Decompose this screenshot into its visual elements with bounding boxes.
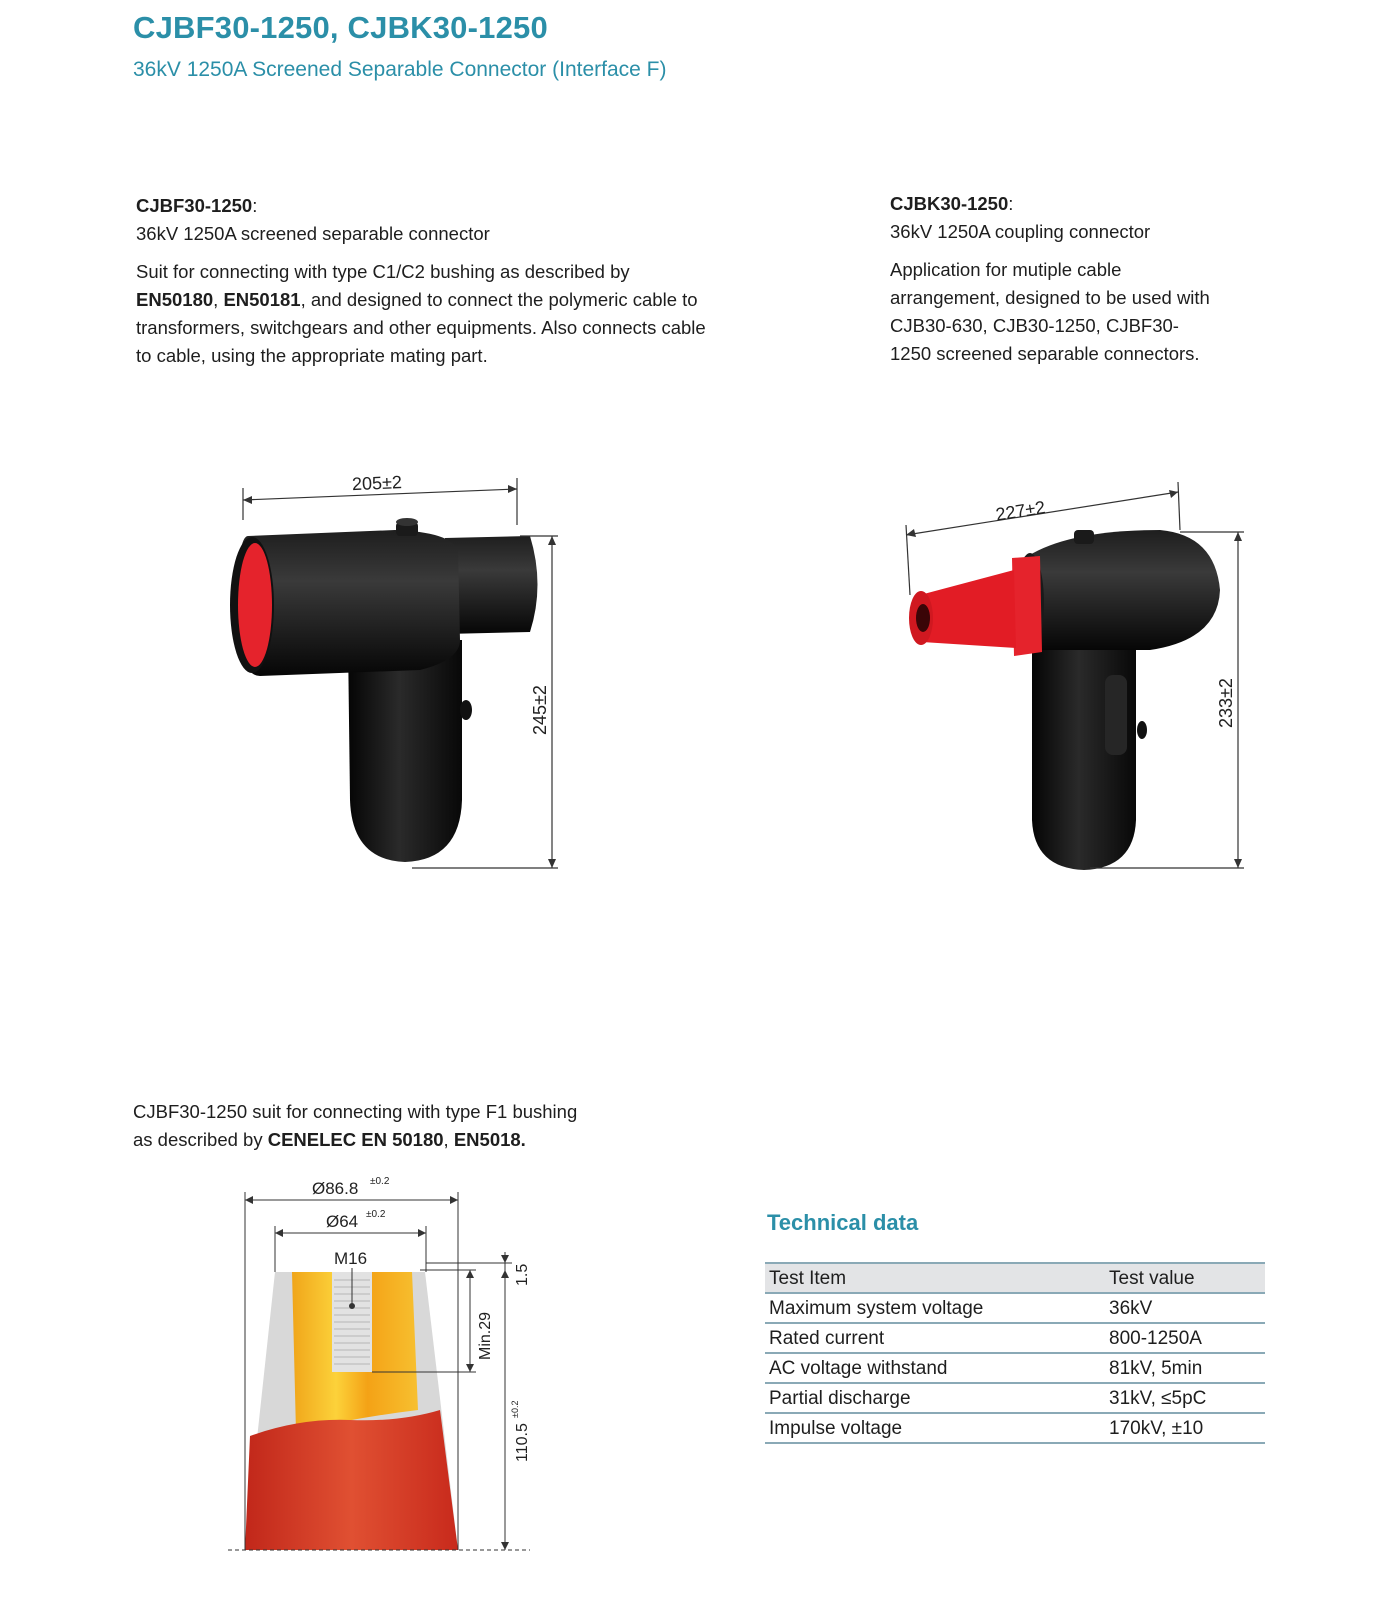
bushing-note	[133, 1098, 733, 1154]
page-title: CJBF30-1250, CJBK30-1250	[133, 10, 548, 45]
bushing-std-2: EN5018.	[453, 1129, 526, 1150]
dimension-height-label: 245±2	[530, 685, 550, 735]
label-plate	[1105, 675, 1127, 755]
table-row	[765, 1353, 1265, 1383]
table-row	[765, 1293, 1265, 1323]
right-product-name: CJBK30-1250	[890, 193, 1009, 214]
connector-leg-shape	[348, 640, 462, 862]
right-product-desc: 36kV 1250A coupling connector	[890, 221, 1151, 242]
left-para-line-2	[136, 286, 816, 314]
right-para-line-1: Application for mutiple cable	[890, 259, 1122, 280]
test-value-cell: 170kV, ±10	[1105, 1413, 1265, 1443]
inner-diameter-tolerance: ±0.2	[366, 1209, 386, 1220]
min-depth-label: Min.29	[477, 1311, 494, 1360]
cjbf-connector-figure	[0, 440, 700, 900]
test-item-cell: AC voltage withstand	[765, 1353, 1105, 1383]
table-row	[765, 1413, 1265, 1443]
left-product-description	[136, 192, 816, 370]
left-name-colon: :	[252, 195, 258, 216]
test-value-cell: 31kV, ≤5pC	[1105, 1383, 1265, 1413]
left-std-1: EN50180	[136, 289, 214, 310]
coupling-main-body	[1025, 530, 1220, 650]
table-row	[765, 1323, 1265, 1353]
bushing-std-sep: ,	[443, 1129, 454, 1150]
cjbk-connector-figure	[700, 440, 1400, 900]
left-std-2: EN50181	[223, 289, 301, 310]
test-item-cell: Maximum system voltage	[765, 1293, 1105, 1323]
right-para-line-3: CJB30-630, CJB30-1250, CJBF30-	[890, 315, 1179, 336]
test-item-cell: Partial discharge	[765, 1383, 1105, 1413]
test-value-cell: 81kV, 5min	[1105, 1353, 1265, 1383]
test-point-cap	[396, 518, 418, 526]
inner-diameter-label: Ø64	[326, 1212, 359, 1231]
coupling-side-lug	[1137, 721, 1147, 739]
red-collar	[1012, 556, 1042, 656]
left-std-sep: ,	[213, 289, 224, 310]
right-para-line-2: arrangement, designed to be used with	[890, 287, 1210, 308]
bushing-section-drawing	[200, 1170, 560, 1560]
technical-data-title: Technical data	[767, 1210, 919, 1235]
left-product-desc: 36kV 1250A screened separable connector	[136, 223, 490, 244]
right-para-line-4: 1250 screened separable connectors.	[890, 343, 1200, 364]
left-para-line-4: to cable, using the appropriate mating part.	[136, 345, 488, 366]
column-header-test-value: Test value	[1105, 1263, 1265, 1293]
coupling-test-point	[1074, 530, 1094, 544]
bushing-height-label: 110.5	[514, 1423, 531, 1462]
right-product-description	[890, 190, 1310, 368]
coupling-height-label: 233±2	[1216, 678, 1236, 728]
left-para-line-3: transformers, switchgears and other equipments. Also connects cable	[136, 317, 706, 338]
right-name-colon: :	[1008, 193, 1014, 214]
test-value-cell: 36kV	[1105, 1293, 1265, 1323]
bushing-std-1: CENELEC EN 50180	[267, 1129, 444, 1150]
technical-data-table	[765, 1262, 1265, 1444]
bushing-note-line-1: CJBF30-1250 suit for connecting with type F1 bushing	[133, 1101, 578, 1122]
left-para-line-2-rest: , and designed to connect the polymeric cable to	[300, 289, 698, 310]
test-item-cell: Rated current	[765, 1323, 1105, 1353]
coupling-width-label: 227±2	[994, 497, 1047, 525]
table-row	[765, 1383, 1265, 1413]
outer-diameter-label: Ø86.8	[312, 1179, 359, 1198]
table-header-row	[765, 1263, 1265, 1293]
cone-bore	[916, 604, 930, 632]
bushing-base	[245, 1410, 458, 1550]
page-subtitle: 36kV 1250A Screened Separable Connector (Interface F)	[133, 58, 667, 81]
bushing-height-tolerance: ±0.2	[510, 1400, 520, 1418]
dimension-width-label: 205±2	[351, 472, 403, 495]
test-value-cell: 800-1250A	[1105, 1323, 1265, 1353]
left-para-line-1: Suit for connecting with type C1/C2 bushing as described by	[136, 261, 630, 282]
side-lug	[460, 700, 472, 720]
thread-size-label: M16	[334, 1249, 368, 1268]
bushing-note-line-2: as described by	[133, 1129, 268, 1150]
column-header-test-item: Test Item	[765, 1263, 1105, 1293]
red-insulation-insert	[238, 543, 272, 667]
left-product-name: CJBF30-1250	[136, 195, 253, 216]
test-item-cell: Impulse voltage	[765, 1413, 1105, 1443]
top-offset-label: 1.5	[514, 1263, 531, 1286]
outer-diameter-tolerance: ±0.2	[370, 1176, 390, 1187]
red-cone	[920, 570, 1016, 648]
